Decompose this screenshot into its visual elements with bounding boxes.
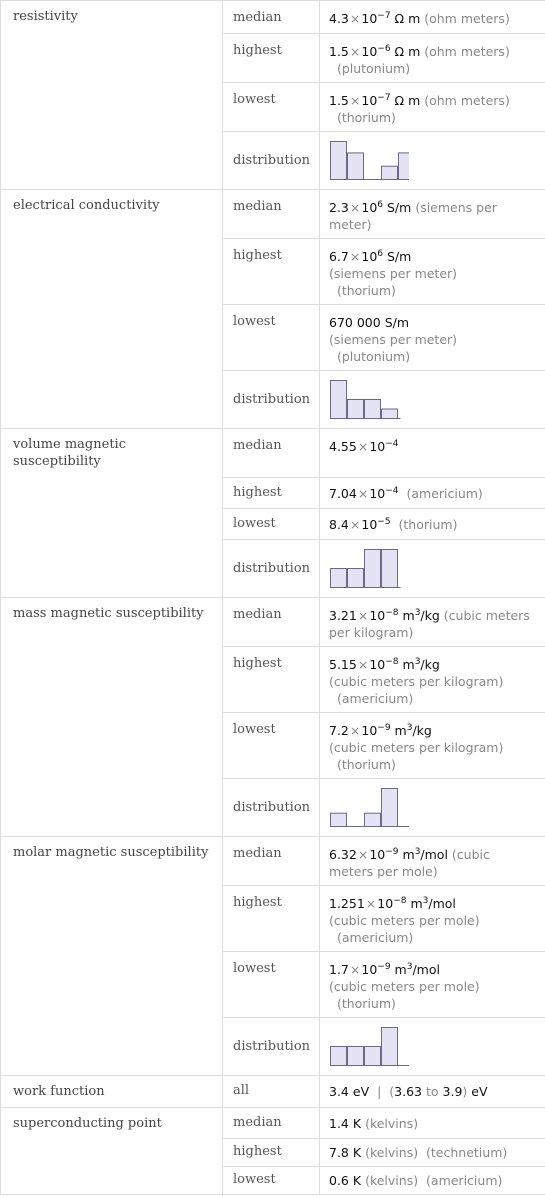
stat-label: distribution xyxy=(223,1018,320,1076)
stat-label: median xyxy=(223,837,320,886)
histogram-bar xyxy=(382,1028,398,1066)
stat-label: lowest xyxy=(223,952,320,1018)
table-row xyxy=(1,1076,545,1108)
stat-label: median xyxy=(223,1108,320,1139)
histogram-bar xyxy=(348,153,364,180)
stat-label: highest xyxy=(223,647,320,713)
property-name: volume magnetic susceptibility xyxy=(1,429,223,598)
histogram-bar xyxy=(382,789,398,827)
stat-label: median xyxy=(223,598,320,647)
distribution-histogram xyxy=(329,139,409,183)
distribution-cell xyxy=(320,540,545,598)
stat-value: $8.4\times 10^{-5}$ (thorium) xyxy=(320,509,545,540)
distribution-histogram xyxy=(329,1025,409,1069)
stat-label: highest xyxy=(223,239,320,305)
histogram-bar xyxy=(331,381,347,419)
distribution-cell xyxy=(320,132,545,190)
stat-value: $6.7\times 10^6$ S/m (siemens per meter) (thorium) xyxy=(320,239,545,305)
table-row xyxy=(1,837,545,886)
table-row xyxy=(1,598,545,647)
stat-label: median xyxy=(223,429,320,478)
stat-value: $7.2\times 10^{-9}$ $m^3/kg$ (cubic meters per kilogram) (thorium) xyxy=(320,713,545,779)
distribution-cell xyxy=(320,371,545,429)
histogram-bar xyxy=(348,569,364,588)
stat-value: $4.55\times 10^{-4}$ xyxy=(320,429,545,478)
table-row xyxy=(1,429,545,478)
table-row xyxy=(1,1,545,34)
stat-label: lowest xyxy=(223,83,320,132)
property-name: superconducting point xyxy=(1,1108,223,1195)
histogram-bar xyxy=(365,550,381,588)
histogram-bar xyxy=(331,569,347,588)
stat-label: lowest xyxy=(223,1167,320,1195)
stat-value: $7.04\times 10^{-4}$ (americium) xyxy=(320,478,545,509)
histogram-bar xyxy=(365,1047,381,1066)
stat-label: highest xyxy=(223,34,320,83)
histogram-bar xyxy=(365,813,381,826)
stat-value: $1.5\times 10^{-6}$ Ω m (ohm meters) (plutonium) xyxy=(320,34,545,83)
histogram-bar xyxy=(399,153,410,180)
stat-value: 670 000 S/m (siemens per meter) (plutonium) xyxy=(320,305,545,371)
stat-value: $1.5\times 10^{-7}$ Ω m (ohm meters) (thorium) xyxy=(320,83,545,132)
stat-label: median xyxy=(223,1,320,34)
stat-value: 0.6 K (kelvins) (americium) xyxy=(320,1167,545,1195)
histogram-bar xyxy=(348,400,364,419)
stat-value: $6.32\times 10^{-9}$ $m^3$/mol (cubic meters per mole) xyxy=(320,837,545,886)
stat-label: distribution xyxy=(223,779,320,837)
distribution-histogram xyxy=(329,378,409,422)
histogram-bar xyxy=(348,1047,364,1066)
stat-label: lowest xyxy=(223,509,320,540)
stat-value: 7.8 K (kelvins) (technetium) xyxy=(320,1139,545,1167)
property-name: mass magnetic susceptibility xyxy=(1,598,223,837)
stat-value: 1.4 K (kelvins) xyxy=(320,1108,545,1139)
stat-value: $1.251\times 10^{-8}$ $m^3$/mol (cubic meters per mole) (americium) xyxy=(320,886,545,952)
property-name: molar magnetic susceptibility xyxy=(1,837,223,1076)
histogram-bar xyxy=(331,813,347,826)
property-name: resistivity xyxy=(1,1,223,190)
stat-value: $1.7\times 10^{-9}$ $m^3$/mol (cubic meters per mole) (thorium) xyxy=(320,952,545,1018)
stat-label: lowest xyxy=(223,305,320,371)
stat-value: 3.4 eV | (3.63 to 3.9) eV xyxy=(320,1076,545,1108)
stat-value: $5.15\times 10^{-8}$ $m^3/kg$ (cubic meters per kilogram) (americium) xyxy=(320,647,545,713)
stat-label: distribution xyxy=(223,540,320,598)
stat-label: lowest xyxy=(223,713,320,779)
histogram-bar xyxy=(365,400,381,419)
stat-label: all xyxy=(223,1076,320,1108)
stat-label: highest xyxy=(223,478,320,509)
histogram-bar xyxy=(331,142,347,180)
distribution-histogram xyxy=(329,786,409,830)
histogram-bar xyxy=(331,1047,347,1066)
stat-value: $2.3\times 10^6$ S/m (siemens per meter) xyxy=(320,190,545,239)
stat-label: distribution xyxy=(223,132,320,190)
stat-value: $4.3\times 10^{-7}$ Ω m (ohm meters) xyxy=(320,1,545,34)
stat-label: distribution xyxy=(223,371,320,429)
stat-value: $3.21\times 10^{-8}$ $m^3/kg$ (cubic meters per kilogram) xyxy=(320,598,545,647)
distribution-cell xyxy=(320,779,545,837)
table-row xyxy=(1,190,545,239)
table-row xyxy=(1,1108,545,1139)
histogram-bar xyxy=(382,409,398,419)
stat-label: highest xyxy=(223,1139,320,1167)
histogram-bar xyxy=(382,550,398,588)
property-name: electrical conductivity xyxy=(1,190,223,429)
histogram-bar xyxy=(382,166,398,179)
distribution-cell xyxy=(320,1018,545,1076)
property-name: work function xyxy=(1,1076,223,1108)
distribution-histogram xyxy=(329,547,409,591)
stat-label: median xyxy=(223,190,320,239)
stat-label: highest xyxy=(223,886,320,952)
